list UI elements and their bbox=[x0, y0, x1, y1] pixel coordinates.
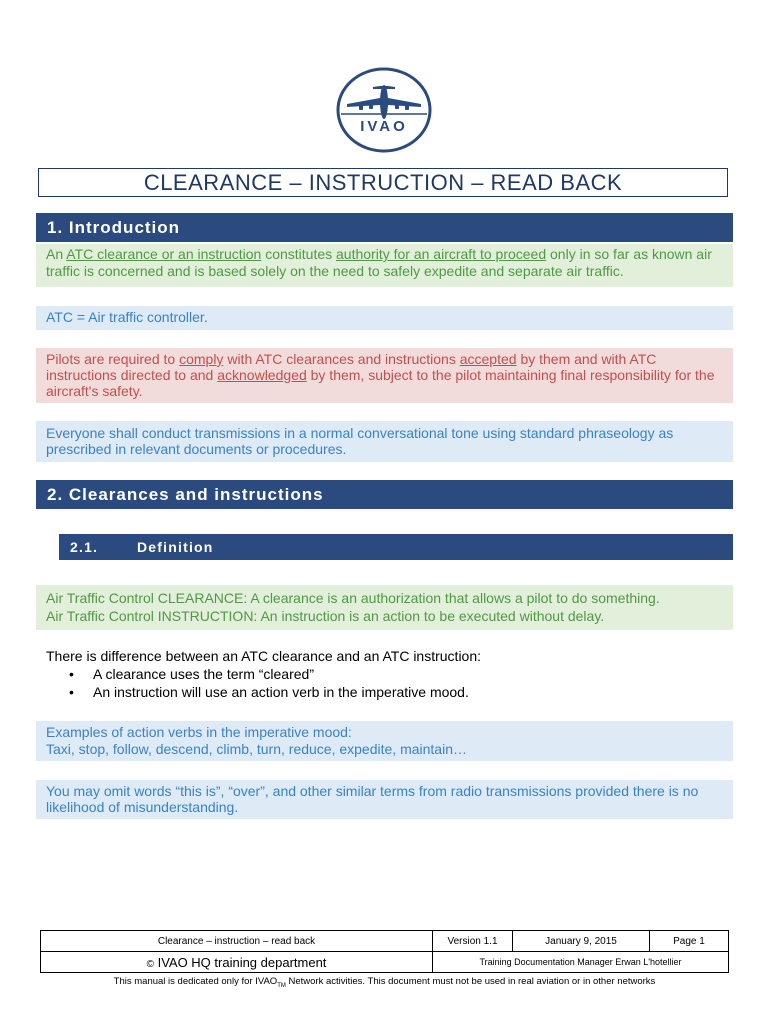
underlined-text: acknowledged bbox=[217, 367, 307, 383]
footer-version: Version 1.1 bbox=[433, 931, 513, 952]
page-title: CLEARANCE – INSTRUCTION – READ BACK bbox=[38, 168, 728, 197]
difference-intro: There is difference between an ATC clearance and an ATC instruction: bbox=[46, 648, 482, 664]
text: Pilots are required to bbox=[46, 351, 180, 367]
table-row bbox=[41, 931, 729, 952]
pilot-compliance-box bbox=[36, 348, 733, 403]
text: only in so far as known air traffic is concerned and is based solely on the need to safely expedite and separate air traffic. bbox=[46, 246, 712, 279]
text: by them, subject to the pilot maintaining final responsibility for the aircraft's safety. bbox=[46, 367, 715, 399]
footer-doc-title: Clearance – instruction – read back bbox=[41, 931, 433, 952]
bullet-list bbox=[69, 665, 729, 701]
footer-disclaimer bbox=[40, 976, 729, 989]
transmission-tone-box: Everyone shall conduct transmissions in a normal conversational tone using standard phraseology as prescribed in relevant documents or procedures. bbox=[36, 421, 733, 462]
clearance-definition: Air Traffic Control CLEARANCE: A clearance is an authorization that allows a pilot to do something. bbox=[46, 590, 660, 606]
footer-page: Page 1 bbox=[650, 931, 729, 952]
text: by them and with ATC instructions directed to and bbox=[46, 351, 657, 383]
underlined-text: ATC clearance or an instruction bbox=[66, 246, 262, 262]
disclaimer-text: Network activities. This document must not be used in real aviation or in other networks bbox=[285, 976, 656, 987]
text: with ATC clearances and instructions bbox=[223, 351, 460, 367]
omit-words-box: You may omit words “this is”, “over”, and other similar terms from radio transmissions provided there is no likelihood of misunderstanding. bbox=[36, 780, 733, 819]
subsection-number: 2.1. bbox=[70, 539, 99, 555]
section-heading-clearances: 2. Clearances and instructions bbox=[36, 480, 733, 509]
subsection-heading-definition bbox=[59, 534, 733, 560]
examples-box bbox=[36, 721, 733, 761]
underlined-text: comply bbox=[179, 351, 224, 367]
examples-heading: Examples of action verbs in the imperative mood: bbox=[46, 724, 352, 740]
atc-definition-box: ATC = Air traffic controller. bbox=[36, 306, 733, 330]
logo-text: IVAO bbox=[360, 118, 408, 135]
bullet-icon: • bbox=[69, 684, 74, 700]
bullet-icon: • bbox=[69, 666, 74, 682]
list-item bbox=[69, 665, 729, 683]
intro-clearance-box bbox=[36, 244, 733, 287]
underlined-text: authority for an aircraft to proceed bbox=[336, 246, 547, 262]
section-heading-introduction: 1. Introduction bbox=[36, 213, 733, 242]
trademark-mark: TM bbox=[277, 982, 286, 989]
footer-org: IVAO HQ training department bbox=[157, 954, 327, 970]
footer-table bbox=[40, 930, 729, 973]
list-item-text: An instruction will use an action verb in the imperative mood. bbox=[93, 684, 469, 700]
underlined-text: accepted bbox=[459, 351, 517, 367]
footer-org-cell bbox=[41, 952, 433, 973]
text: constitutes bbox=[261, 246, 337, 262]
text: An bbox=[46, 246, 67, 262]
list-item-text: A clearance uses the term “cleared” bbox=[93, 666, 314, 682]
subsection-title: Definition bbox=[137, 539, 214, 555]
list-item bbox=[69, 683, 729, 701]
instruction-definition: Air Traffic Control INSTRUCTION: An instruction is an action to be executed without delay. bbox=[46, 608, 605, 624]
table-row bbox=[41, 952, 729, 973]
definition-box bbox=[36, 585, 733, 630]
footer-manager: Training Documentation Manager Erwan L'hotellier bbox=[433, 952, 729, 973]
ivao-logo bbox=[335, 66, 433, 154]
examples-verbs: Taxi, stop, follow, descend, climb, turn, reduce, expedite, maintain… bbox=[46, 741, 467, 757]
footer-date: January 9, 2015 bbox=[513, 931, 650, 952]
disclaimer-text: This manual is dedicated only for IVAO bbox=[113, 976, 278, 987]
copyright-icon: © bbox=[146, 958, 154, 970]
